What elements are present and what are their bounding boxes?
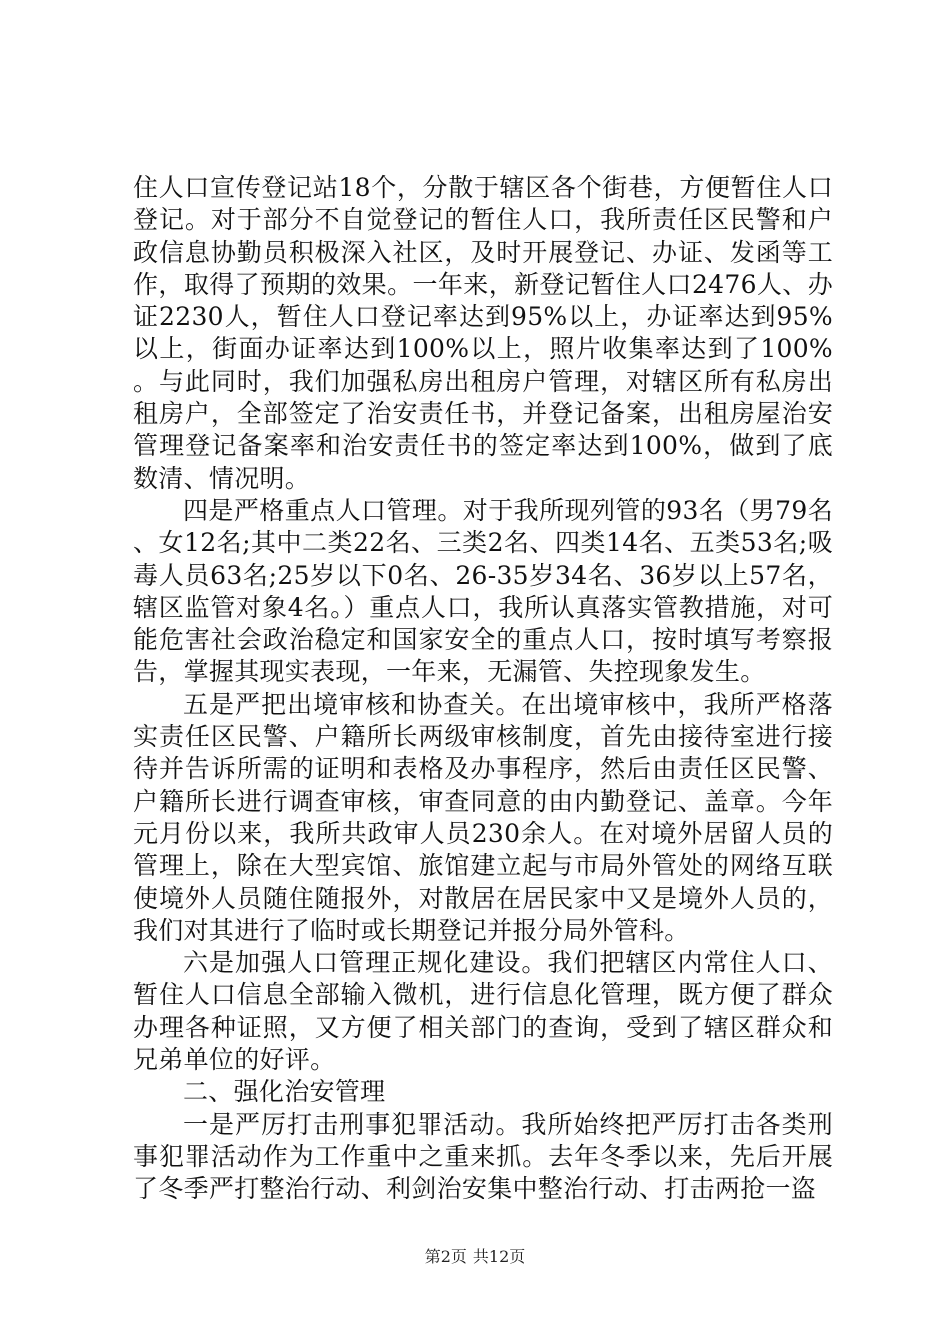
paragraph-3: 五是严把出境审核和协查关。在出境审核中，我所严格落实责任区民警、户籍所长两级审核制度，首先由接待室进行接待并告诉所需的证明和表格及办事程序，然后由责任区民警、户籍所长进行调查审核，审查同意的由内勤登记、盖章。今年元月份以来，我所共政审人员230余人。在对境外居留人员的管理上，除在大型宾馆、旅馆建立起与市局外管处的网络互联使境外人员随住随报外，对散居在居民家中又是境外人员的，我们对其进行了临时或长期登记并报分局外管科。 <box>133 689 833 945</box>
page-total: 共12页 <box>472 1247 526 1266</box>
section-heading: 二、强化治安管理 <box>183 1077 386 1107</box>
paragraph-1: 住人口宣传登记站18个，分散于辖区各个街巷，方便暂住人口登记。对于部分不自觉登记的暂住人口，我所责任区民警和户政信息协勤员积极深入社区，及时开展登记、办证、发函等工作，取得了预期的效果。一年来，新登记暂住人口2476人、办证2230人，暂住人口登记率达到95%以上，办证率达到95%以上，街面办证率达到100%以上，照片收集率达到了100%。与此同时，我们加强私房出租房户管理，对辖区所有私房出租房户，全部签定了治安责任书，并登记备案，出租房屋治安管理登记备案率和治安责任书的签定率达到100%，做到了底数清、情况明。 <box>133 173 833 493</box>
document-body <box>133 172 833 1206</box>
page-number: 第2页 <box>424 1247 467 1266</box>
paragraph-5: 一是严厉打击刑事犯罪活动。我所始终把严厉打击各类刑事犯罪活动作为工作重中之重来抓。去年冬季以来，先后开展了冬季严打整治行动、利剑治安集中整治行动、打击两抢一盗 <box>133 1109 833 1204</box>
paragraph-4: 六是加强人口管理正规化建设。我们把辖区内常住人口、暂住人口信息全部输入微机，进行信息化管理，既方便了群众办理各种证照，又方便了相关部门的查询，受到了辖区群众和兄弟单位的好评。 <box>133 948 833 1075</box>
page-footer <box>0 1244 950 1267</box>
paragraph-2: 四是严格重点人口管理。对于我所现列管的93名（男79名、女12名;其中二类22名、三类2名、四类14名、五类53名;吸毒人员63名;25岁以下0名、26-35岁34名、36岁以上57名，辖区监管对象4名。）重点人口，我所认真落实管教措施，对可能危害社会政治稳定和国家安全的重点人口，按时填写考察报告，掌握其现实表现，一年来，无漏管、失控现象发生。 <box>133 495 833 687</box>
